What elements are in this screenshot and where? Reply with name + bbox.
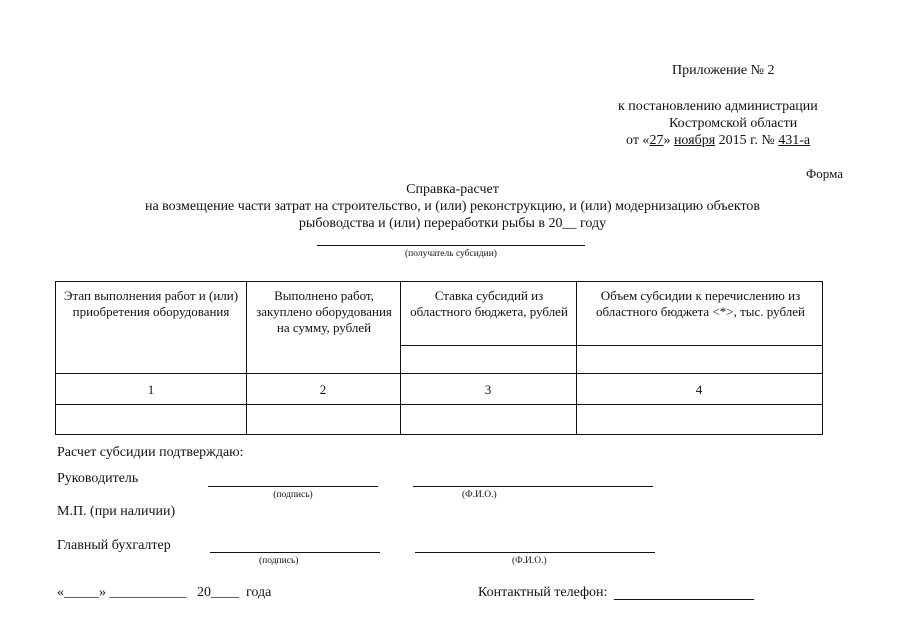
accountant-signature-caption: (подпись): [259, 556, 299, 566]
table-col-number: 4: [695, 382, 703, 397]
table-col-number: 1: [147, 382, 155, 397]
resolution-line-1: к постановлению администрации: [618, 99, 818, 114]
title-line-1: Справка-расчет: [406, 182, 499, 197]
stamp-label: М.П. (при наличии): [57, 504, 176, 519]
table-header-completed: Выполнено работ, закуплено оборудования на сумму, рублей: [256, 288, 392, 335]
resolution-line-2: Костромской области: [669, 116, 798, 131]
table-header-volume: Объем субсидии к перечислению из областного бюджета <*>, тыс. рублей: [596, 288, 805, 319]
phone-line: [614, 599, 754, 600]
date-line: «_____» ___________ 20____ года: [57, 585, 272, 600]
date-mid: »: [663, 133, 674, 148]
table-col-number: 3: [484, 382, 492, 397]
phone-label: Контактный телефон:: [478, 585, 608, 600]
manager-fio-line: [413, 486, 653, 487]
date-number: 431-а: [778, 133, 811, 148]
table-row-line: [56, 373, 822, 374]
table-row-line: [56, 404, 822, 405]
table-header-stage: Этап выполнения работ и (или) приобретения оборудования: [63, 288, 239, 319]
table-col-divider: [400, 282, 401, 434]
appendix-label: Приложение № 2: [672, 63, 775, 78]
date-month: ноября: [673, 133, 716, 148]
confirm-label: Расчет субсидии подтверждаю:: [57, 445, 244, 460]
table-header-rate: Ставка субсидий из областного бюджета, рублей: [410, 288, 568, 319]
title-line-3: рыбоводства и (или) переработки рыбы в 20__ году: [298, 216, 607, 231]
accountant-label: Главный бухгалтер: [57, 538, 171, 553]
table-inner-row-line: [400, 345, 822, 346]
date-day: 27: [649, 133, 664, 148]
table-col-divider: [576, 282, 577, 434]
accountant-fio-line: [415, 552, 655, 553]
accountant-fio-caption: (Ф.И.О.): [512, 556, 547, 566]
manager-signature-caption: (подпись): [273, 490, 313, 500]
manager-fio-caption: (Ф.И.О.): [462, 490, 497, 500]
forma-label: Форма: [806, 166, 843, 181]
table-col-divider: [246, 282, 247, 434]
date-year: 2015 г. №: [715, 133, 779, 148]
subsidy-table: [55, 281, 823, 435]
accountant-signature-line: [210, 552, 380, 553]
table-col-number: 2: [319, 382, 327, 397]
title-line-2: на возмещение части затрат на строительство, и (или) реконструкцию, и (или) модернизацию объектов: [144, 199, 761, 214]
recipient-line: [317, 245, 585, 246]
resolution-date: [626, 132, 810, 149]
manager-signature-line: [208, 486, 378, 487]
date-prefix: от «: [626, 133, 650, 148]
manager-label: Руководитель: [57, 471, 139, 486]
recipient-caption: (получатель субсидии): [405, 249, 497, 259]
